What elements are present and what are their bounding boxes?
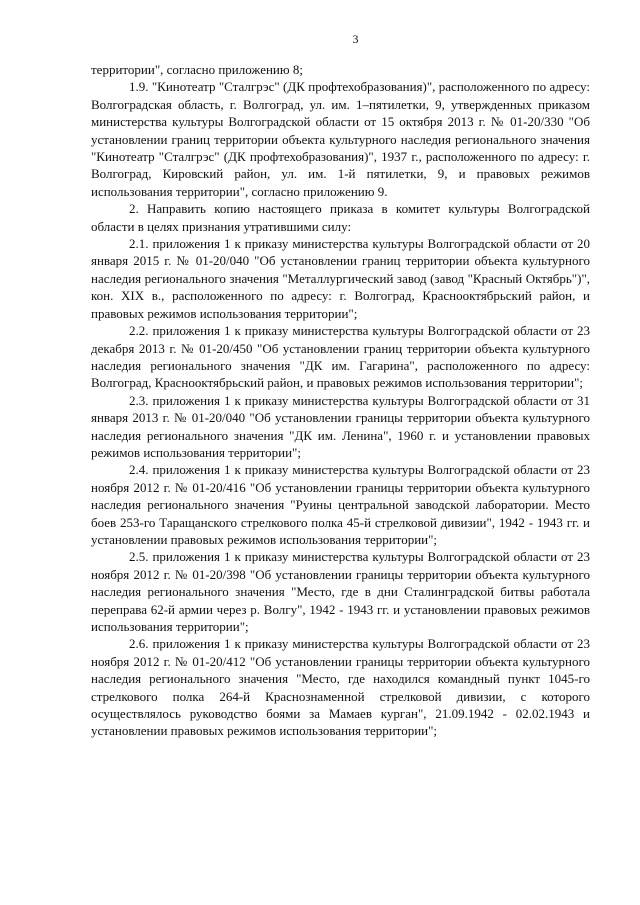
paragraph: 2. Направить копию настоящего приказа в комитет культуры Волгоградской области в целях признания утратившими силу: bbox=[91, 201, 590, 234]
paragraph: 2.3. приложения 1 к приказу министерства культуры Волгоградской области от 31 января 2013 г. № 01-20/040 "Об установлении границы территории объекта культурного наследия регионального значения "ДК им. Ленина", 1960 г. и установлении правовых режимов использования территории"; bbox=[91, 392, 590, 460]
paragraph: 1.9. "Кинотеатр "Сталгрэс" (ДК профтехобразования)", расположенного по адресу: Волгоградская область, г. Волгоград, ул. им. 1–пятилетки, 9, утвержденных приказом министерства культуры Волгоградской области от 15 октября 2013 г. № 01-20/330 "Об установлении границ территории объекта культурного наследия регионального значения "Кинотеатр "Сталгрэс" (ДК профтехобразования)", 1937 г., расположенного по адресу: г. Волгоград, Кировский район, ул. им. 1-й пятилетки, 9, и правовых режимов использования территории", согласно приложению 9. bbox=[91, 79, 590, 199]
paragraph: 2.2. приложения 1 к приказу министерства культуры Волгоградской области от 23 декабря 2013 г. № 01-20/450 "Об установлении границ территории объекта культурного наследия регионального значения "ДК им. Гагарина", расположенного по адресу: Волгоград, Краснооктябрьский район, и правовых режимов использования территории"; bbox=[91, 323, 590, 391]
document-body bbox=[91, 61, 590, 740]
paragraph: 2.4. приложения 1 к приказу министерства культуры Волгоградской области от 23 ноября 2012 г. № 01-20/416 "Об установлении границы территории объекта культурного наследия регионального значения "Руины центральной заводской лаборатории. Место боев 253-го Таращанского стрелкового полка 45-й стрелковой дивизии", 1942 - 1943 гг. и установлении правовых режимов использования территории"; bbox=[91, 462, 590, 547]
paragraph: 2.1. приложения 1 к приказу министерства культуры Волгоградской области от 20 января 2015 г. № 01-20/040 "Об установлении границ территории объекта культурного наследия регионального значения "Металлургический завод (завод "Красный Октябрь")", кон. XIX в., расположенного по адресу: г. Волгоград, Краснооктябрьский район, и правовых режимов использования территории"; bbox=[91, 236, 590, 321]
paragraph: 2.6. приложения 1 к приказу министерства культуры Волгоградской области от 23 ноября 2012 г. № 01-20/412 "Об установлении границы территории объекта культурного наследия регионального значения "Место, где находился командный пункт 1045-го стрелкового полка 264-й Краснознаменной стрелковой дивизии, с которого осуществлялось руководство боями за Мамаев курган", 21.09.1942 - 02.02.1943 и установлении правовых режимов использования территории"; bbox=[91, 636, 590, 739]
page-number: 3 bbox=[352, 32, 359, 46]
paragraph: территории", согласно приложению 8; bbox=[91, 62, 303, 77]
paragraph: 2.5. приложения 1 к приказу министерства культуры Волгоградской области от 23 ноября 2012 г. № 01-20/398 "Об установлении границы территории объекта культурного наследия регионального значения "Место, где в дни Сталинградской битвы работала переправа 62-й армии через р. Волгу", 1942 - 1943 гг. и установлении правовых режимов использования территории"; bbox=[91, 549, 590, 634]
